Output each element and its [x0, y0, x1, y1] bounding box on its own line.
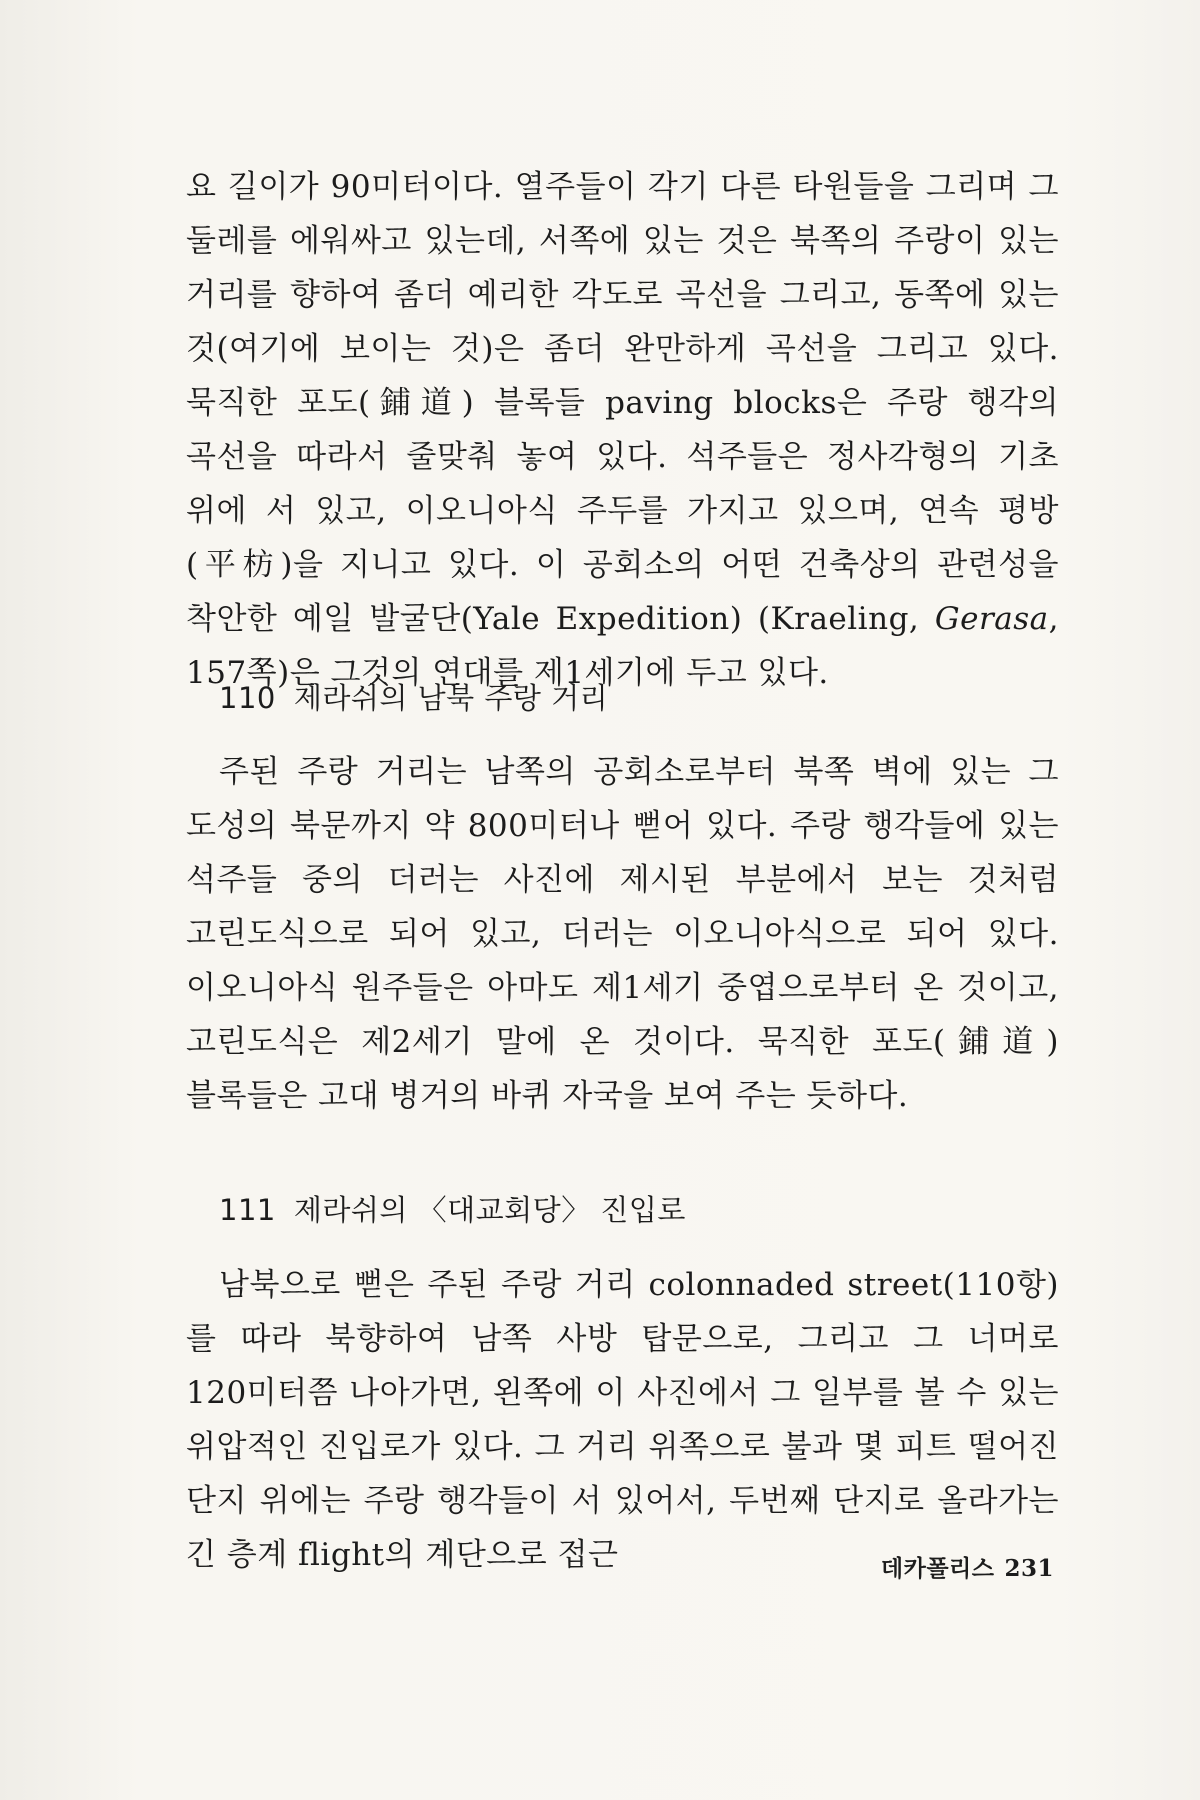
running-title: 데카폴리스 [880, 1556, 995, 1582]
paragraph-text: 요 길이가 90미터이다. 열주들이 각기 다른 타원들을 그리며 그 둘레를 에워싸고 있는데, 서쪽에 있는 것은 북쪽의 주랑이 있는 거리를 향하여 좀더 예리한 각도로 곡선을 그리고, 동쪽에 있는 것(여기에 보이는 것)은 좀더 완만하게 곡선을 그리고 있다. 묵직한 포도(鋪道) 블록들 paving blocks은 주랑 행각의 곡선을 따라서 줄맞춰 놓여 있다. 석주들은 정사각형의 기초 위에 서 있고, 이오니아식 주두를 가지고 있으며, 연속 평방(平枋)을 지니고 있다. 이 공회소의 어떤 건축상의 관련성을 착안한 예일 발굴단(Yale Expedition) (Kraeling, [186, 169, 1059, 637]
section-number: 110 [219, 681, 276, 715]
paragraph-text-end: , 157쪽)은 그것의 연대를 제1세기에 두고 있다. [186, 601, 1059, 691]
section-110-body [186, 745, 1059, 1123]
section-title: 제라쉬의 〈대교회당〉 진입로 [293, 1193, 686, 1227]
section-title: 제라쉬의 남북 주랑 거리 [293, 681, 609, 715]
section-111-body [186, 1258, 1059, 1582]
page-footer [881, 1550, 1054, 1583]
paragraph-text: 남북으로 뻗은 주된 주랑 거리 colonnaded street(110항)를 따라 북향하여 남쪽 사방 탑문으로, 그리고 그 너머로 120미터쯤 나아가면, 왼쪽에 이 사진에서 그 일부를 볼 수 있는 위압적인 진입로가 있다. 그 거리 위쪽으로 불과 몇 피트 떨어진 단지 위에는 주랑 행각들이 서 있어서, 두번째 단지로 올라가는 긴 층계 flight의 계단으로 접근 [186, 1267, 1059, 1573]
section-number: 111 [219, 1193, 276, 1227]
page-number: 231 [1004, 1555, 1054, 1582]
paragraph-text: 주된 주랑 거리는 남쪽의 공회소로부터 북쪽 벽에 있는 그 도성의 북문까지 약 800미터나 뻗어 있다. 주랑 행각들에 있는 석주들 중의 더러는 사진에 제시된 부분에서 보는 것처럼 고린도식으로 되어 있고, 더러는 이오니아식으로 되어 있다. 이오니아식 원주들은 아마도 제1세기 중엽으로부터 온 것이고, 고린도식은 제2세기 말에 온 것이다. 묵직한 포도(鋪道) 블록들은 고대 병거의 바퀴 자국을 보여 주는 듯하다. [186, 754, 1059, 1114]
italic-book-title: Gerasa [934, 601, 1049, 637]
section-heading-110 [219, 678, 608, 718]
section-heading-111 [219, 1190, 686, 1230]
continued-paragraph [186, 160, 1059, 700]
